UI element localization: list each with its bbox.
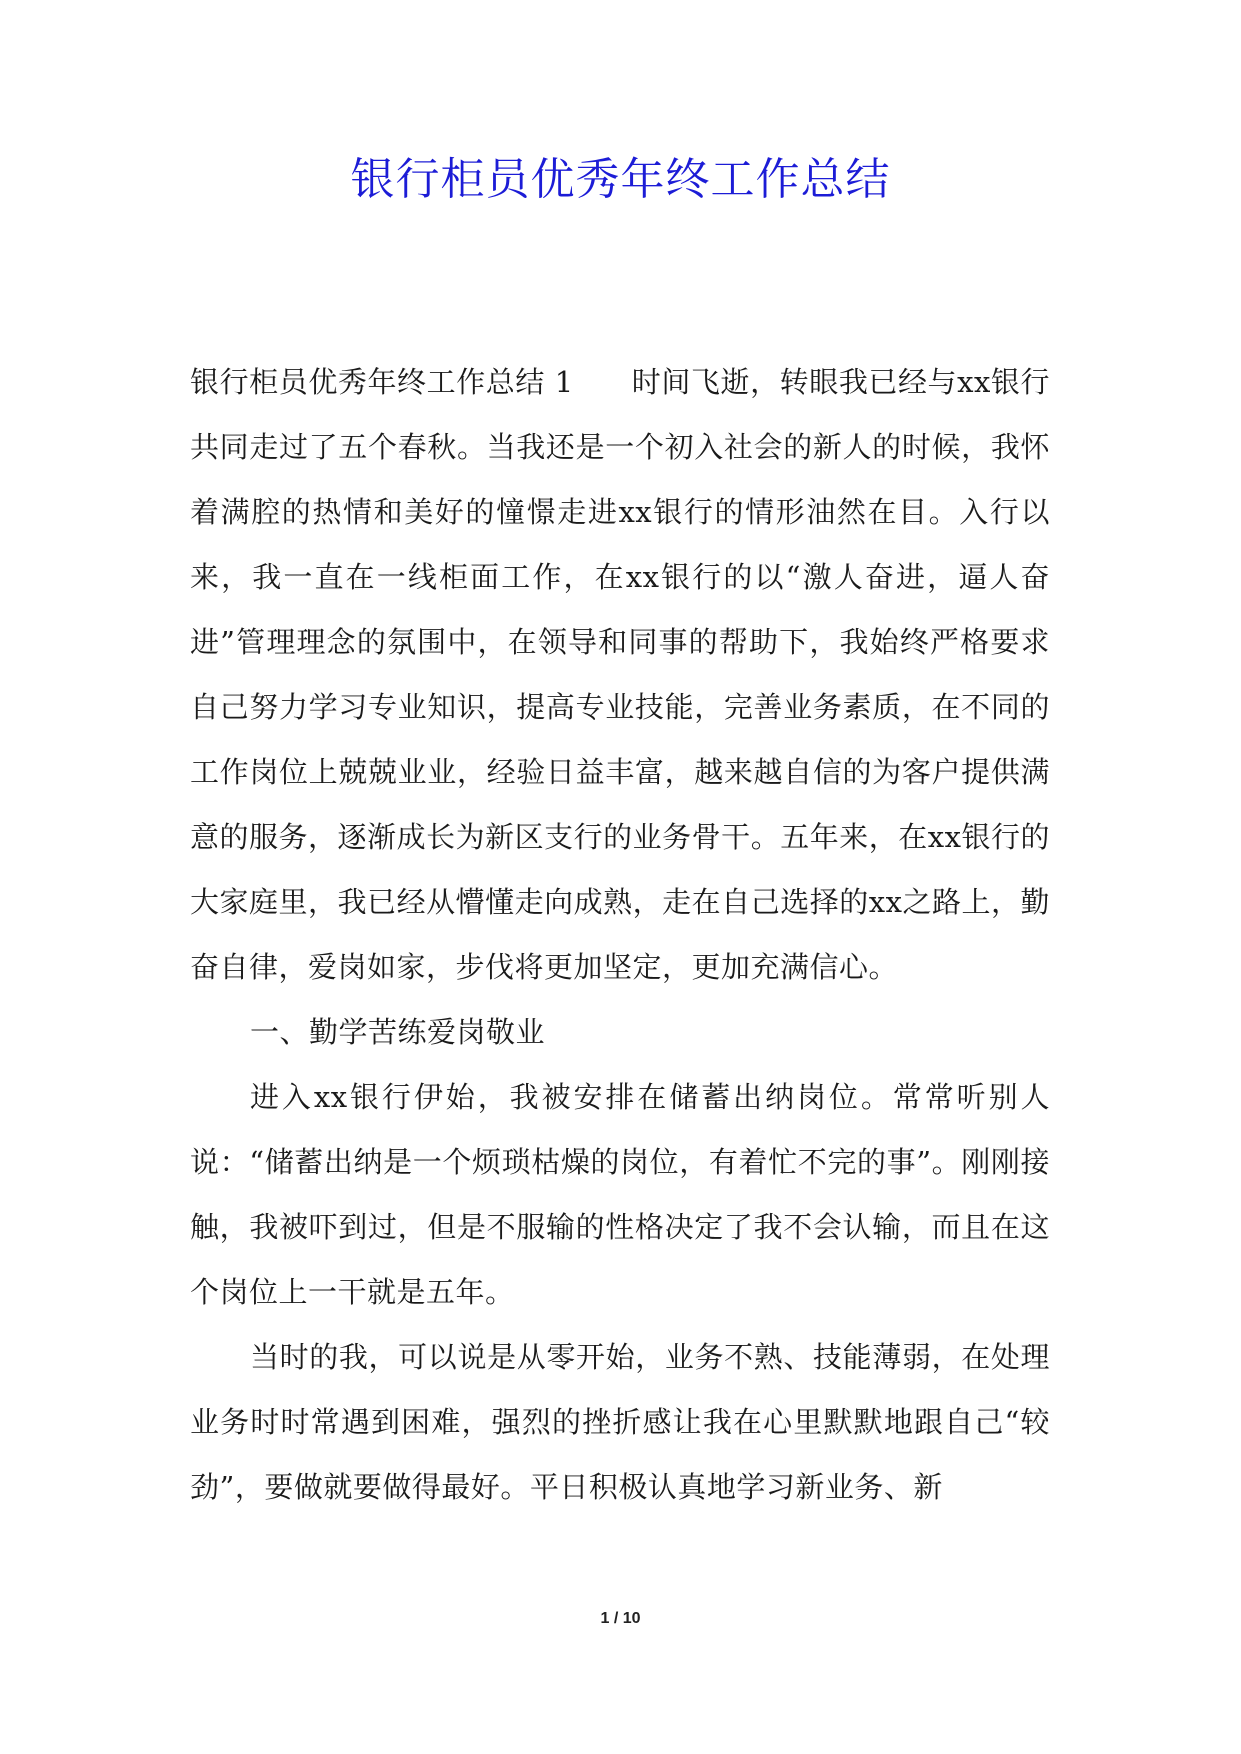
section-label: 银行柜员优秀年终工作总结 1 <box>190 365 574 399</box>
paragraph: 进入xx银行伊始，我被安排在储蓄出纳岗位。常常听别人说：“储蓄出纳是一个烦琐枯燥的岗位，有着忙不完的事”。刚刚接触，我被吓到过，但是不服输的性格决定了我不会认输，而且在这个岗位上一干就是五年。 <box>190 1080 1050 1309</box>
document-title: 银行柜员优秀年终工作总结 <box>350 154 891 205</box>
intro-paragraph <box>190 350 1050 1000</box>
page-number: 1 / 10 <box>600 1610 641 1627</box>
document-body <box>190 350 1050 1520</box>
paragraph-text: 时间飞逝，转眼我已经与xx银行共同走过了五个春秋。当我还是一个初入社会的新人的时候，我怀着满腔的热情和美好的憧憬走进xx银行的情形油然在目。入行以来，我一直在一线柜面工作，在xx银行的以“激人奋进，逼人奋进”管理理念的氛围中，在领导和同事的帮助下，我始终严格要求自己努力学习专业知识，提高专业技能，完善业务素质，在不同的工作岗位上兢兢业业，经验日益丰富，越来越自信的为客户提供满意的服务，逐渐成长为新区支行的业务骨干。五年来，在xx银行的大家庭里，我已经从懵懂走向成熟，走在自己选择的xx之路上，勤奋自律，爱岗如家，步伐将更加坚定，更加充满信心。 <box>190 365 1050 984</box>
section-heading: 一、勤学苦练爱岗敬业 <box>250 1015 546 1049</box>
paragraph: 当时的我，可以说是从零开始，业务不熟、技能薄弱，在处理业务时时常遇到困难，强烈的挫折感让我在心里默默地跟自己“较劲”，要做就要做得最好。平日积极认真地学习新业务、新 <box>190 1340 1050 1504</box>
